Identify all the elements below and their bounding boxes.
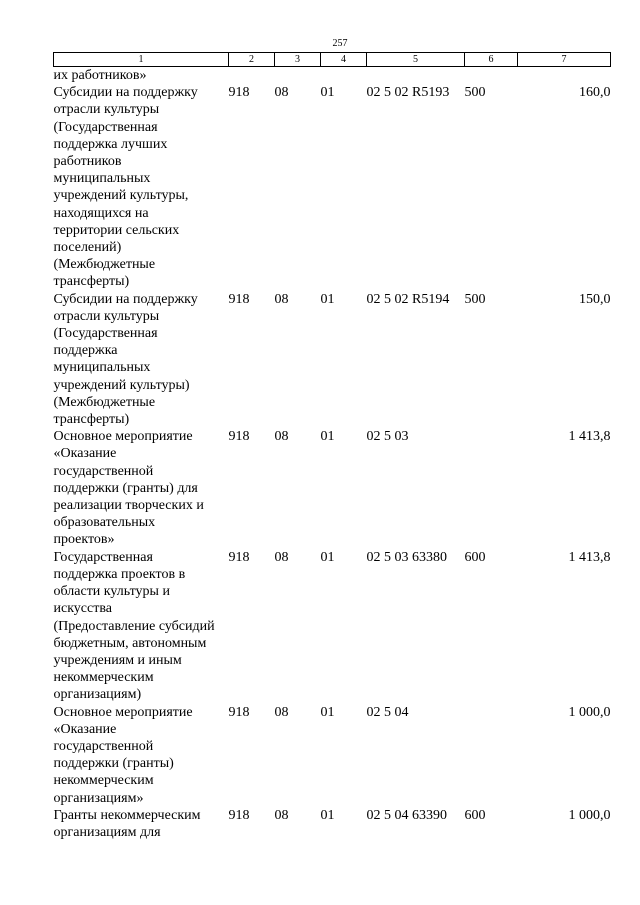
page-number: 257 [332, 38, 348, 49]
description-line: бюджетным, автономным [53, 635, 207, 651]
description-line: (Межбюджетные [53, 394, 156, 410]
description-line: организациям для [53, 824, 161, 840]
target-article-code: 02 5 03 [366, 429, 409, 445]
subsection-code: 01 [320, 704, 335, 720]
target-article-code: 02 5 04 63390 [366, 807, 447, 823]
description-line: некоммерческим [53, 773, 154, 789]
description-line: учреждений культуры) [53, 377, 190, 393]
ministry-code: 918 [228, 807, 250, 823]
amount-value: 1 000,0 [568, 704, 611, 720]
subsection-code: 01 [320, 807, 335, 823]
subsection-code: 01 [320, 429, 335, 445]
row-description [54, 704, 229, 807]
header-col-7: 7 [518, 53, 611, 67]
expense-type-code: 500 [464, 291, 486, 307]
header-col-4: 4 [321, 53, 367, 67]
row-description [54, 549, 229, 704]
description-line: реализации творческих и [53, 498, 204, 514]
description-line: поддержка проектов в [53, 566, 186, 582]
description-line: поселений) [53, 240, 122, 256]
description-line: области культуры и [53, 584, 170, 600]
description-line: «Оказание [53, 721, 117, 737]
expense-type-code: 500 [464, 85, 486, 101]
row-description [54, 807, 229, 841]
amount-value: 1 000,0 [568, 807, 611, 823]
section-code: 08 [274, 807, 289, 823]
ministry-code: 918 [228, 429, 250, 445]
description-line: поддержка [53, 343, 118, 359]
description-line: муниципальных [53, 171, 151, 187]
expense-type-code [465, 428, 518, 548]
description-line: территории сельских [53, 222, 180, 238]
section-code: 08 [274, 291, 289, 307]
expense-type-code: 600 [464, 807, 486, 823]
amount-value: 1 413,8 [568, 549, 611, 565]
header-col-1: 1 [54, 53, 229, 67]
continuation-text: их работников» [53, 68, 147, 83]
description-line: трансферты) [53, 274, 130, 290]
description-line: образовательных [53, 515, 156, 531]
ministry-code: 918 [228, 85, 250, 101]
table-row [54, 704, 611, 807]
description-line: (Предоставление субсидий [53, 618, 215, 634]
description-line: поддержки (гранты) [53, 756, 174, 772]
ministry-code: 918 [228, 291, 250, 307]
table-header [54, 53, 611, 67]
description-line: учреждениям и иным [53, 652, 182, 668]
description-line: государственной [53, 738, 154, 754]
row-description [54, 428, 229, 548]
description-line: отрасли культуры [53, 102, 160, 118]
description-line: организациям» [53, 790, 144, 806]
row-description [54, 291, 229, 429]
description-line: поддержка лучших [53, 136, 168, 152]
description-line: поддержки (гранты) для [53, 480, 198, 496]
description-line: трансферты) [53, 412, 130, 428]
target-article-code: 02 5 02 R5193 [366, 85, 450, 101]
description-line: учреждений культуры, [53, 188, 189, 204]
amount-value: 160,0 [579, 85, 611, 101]
header-col-2: 2 [229, 53, 275, 67]
table-row [54, 549, 611, 704]
description-line: государственной [53, 463, 154, 479]
header-row [54, 53, 611, 67]
row-description [54, 84, 229, 290]
amount-value: 150,0 [579, 291, 611, 307]
description-line: Основное мероприятие [53, 704, 193, 720]
description-line: отрасли культуры [53, 308, 160, 324]
ministry-code: 918 [228, 704, 250, 720]
ministry-code: 918 [228, 549, 250, 565]
description-line: проектов» [53, 532, 115, 548]
subsection-code: 01 [320, 85, 335, 101]
description-line: Государственная [53, 549, 153, 565]
amount-value: 1 413,8 [568, 429, 611, 445]
section-code: 08 [274, 429, 289, 445]
continuation-row [54, 67, 611, 85]
description-line: работников [53, 154, 122, 170]
description-line: организациям) [53, 687, 142, 703]
budget-table [53, 52, 611, 841]
subsection-code: 01 [320, 291, 335, 307]
description-line: Субсидии на поддержку [53, 291, 198, 307]
section-code: 08 [274, 85, 289, 101]
header-col-3: 3 [275, 53, 321, 67]
description-line: «Оказание [53, 446, 117, 462]
description-line: находящихся на [53, 205, 149, 221]
expense-type-code [465, 704, 518, 807]
target-article-code: 02 5 03 63380 [366, 549, 447, 565]
description-line: (Межбюджетные [53, 257, 156, 273]
table-row [54, 84, 611, 290]
header-col-5: 5 [367, 53, 465, 67]
description-line: муниципальных [53, 360, 151, 376]
table-row [54, 291, 611, 429]
description-line: Гранты некоммерческим [53, 807, 201, 823]
description-line: искусства [53, 601, 112, 617]
table-body [54, 67, 611, 842]
table-row [54, 428, 611, 548]
target-article-code: 02 5 04 [366, 704, 409, 720]
description-line: (Государственная [53, 326, 158, 342]
target-article-code: 02 5 02 R5194 [366, 291, 450, 307]
subsection-code: 01 [320, 549, 335, 565]
description-line: (Государственная [53, 119, 158, 135]
description-line: некоммерческим [53, 670, 154, 686]
header-col-6: 6 [465, 53, 518, 67]
section-code: 08 [274, 704, 289, 720]
expense-type-code: 600 [464, 549, 486, 565]
description-line: Основное мероприятие [53, 429, 193, 445]
section-code: 08 [274, 549, 289, 565]
description-line: Субсидии на поддержку [53, 85, 198, 101]
table-row [54, 807, 611, 841]
